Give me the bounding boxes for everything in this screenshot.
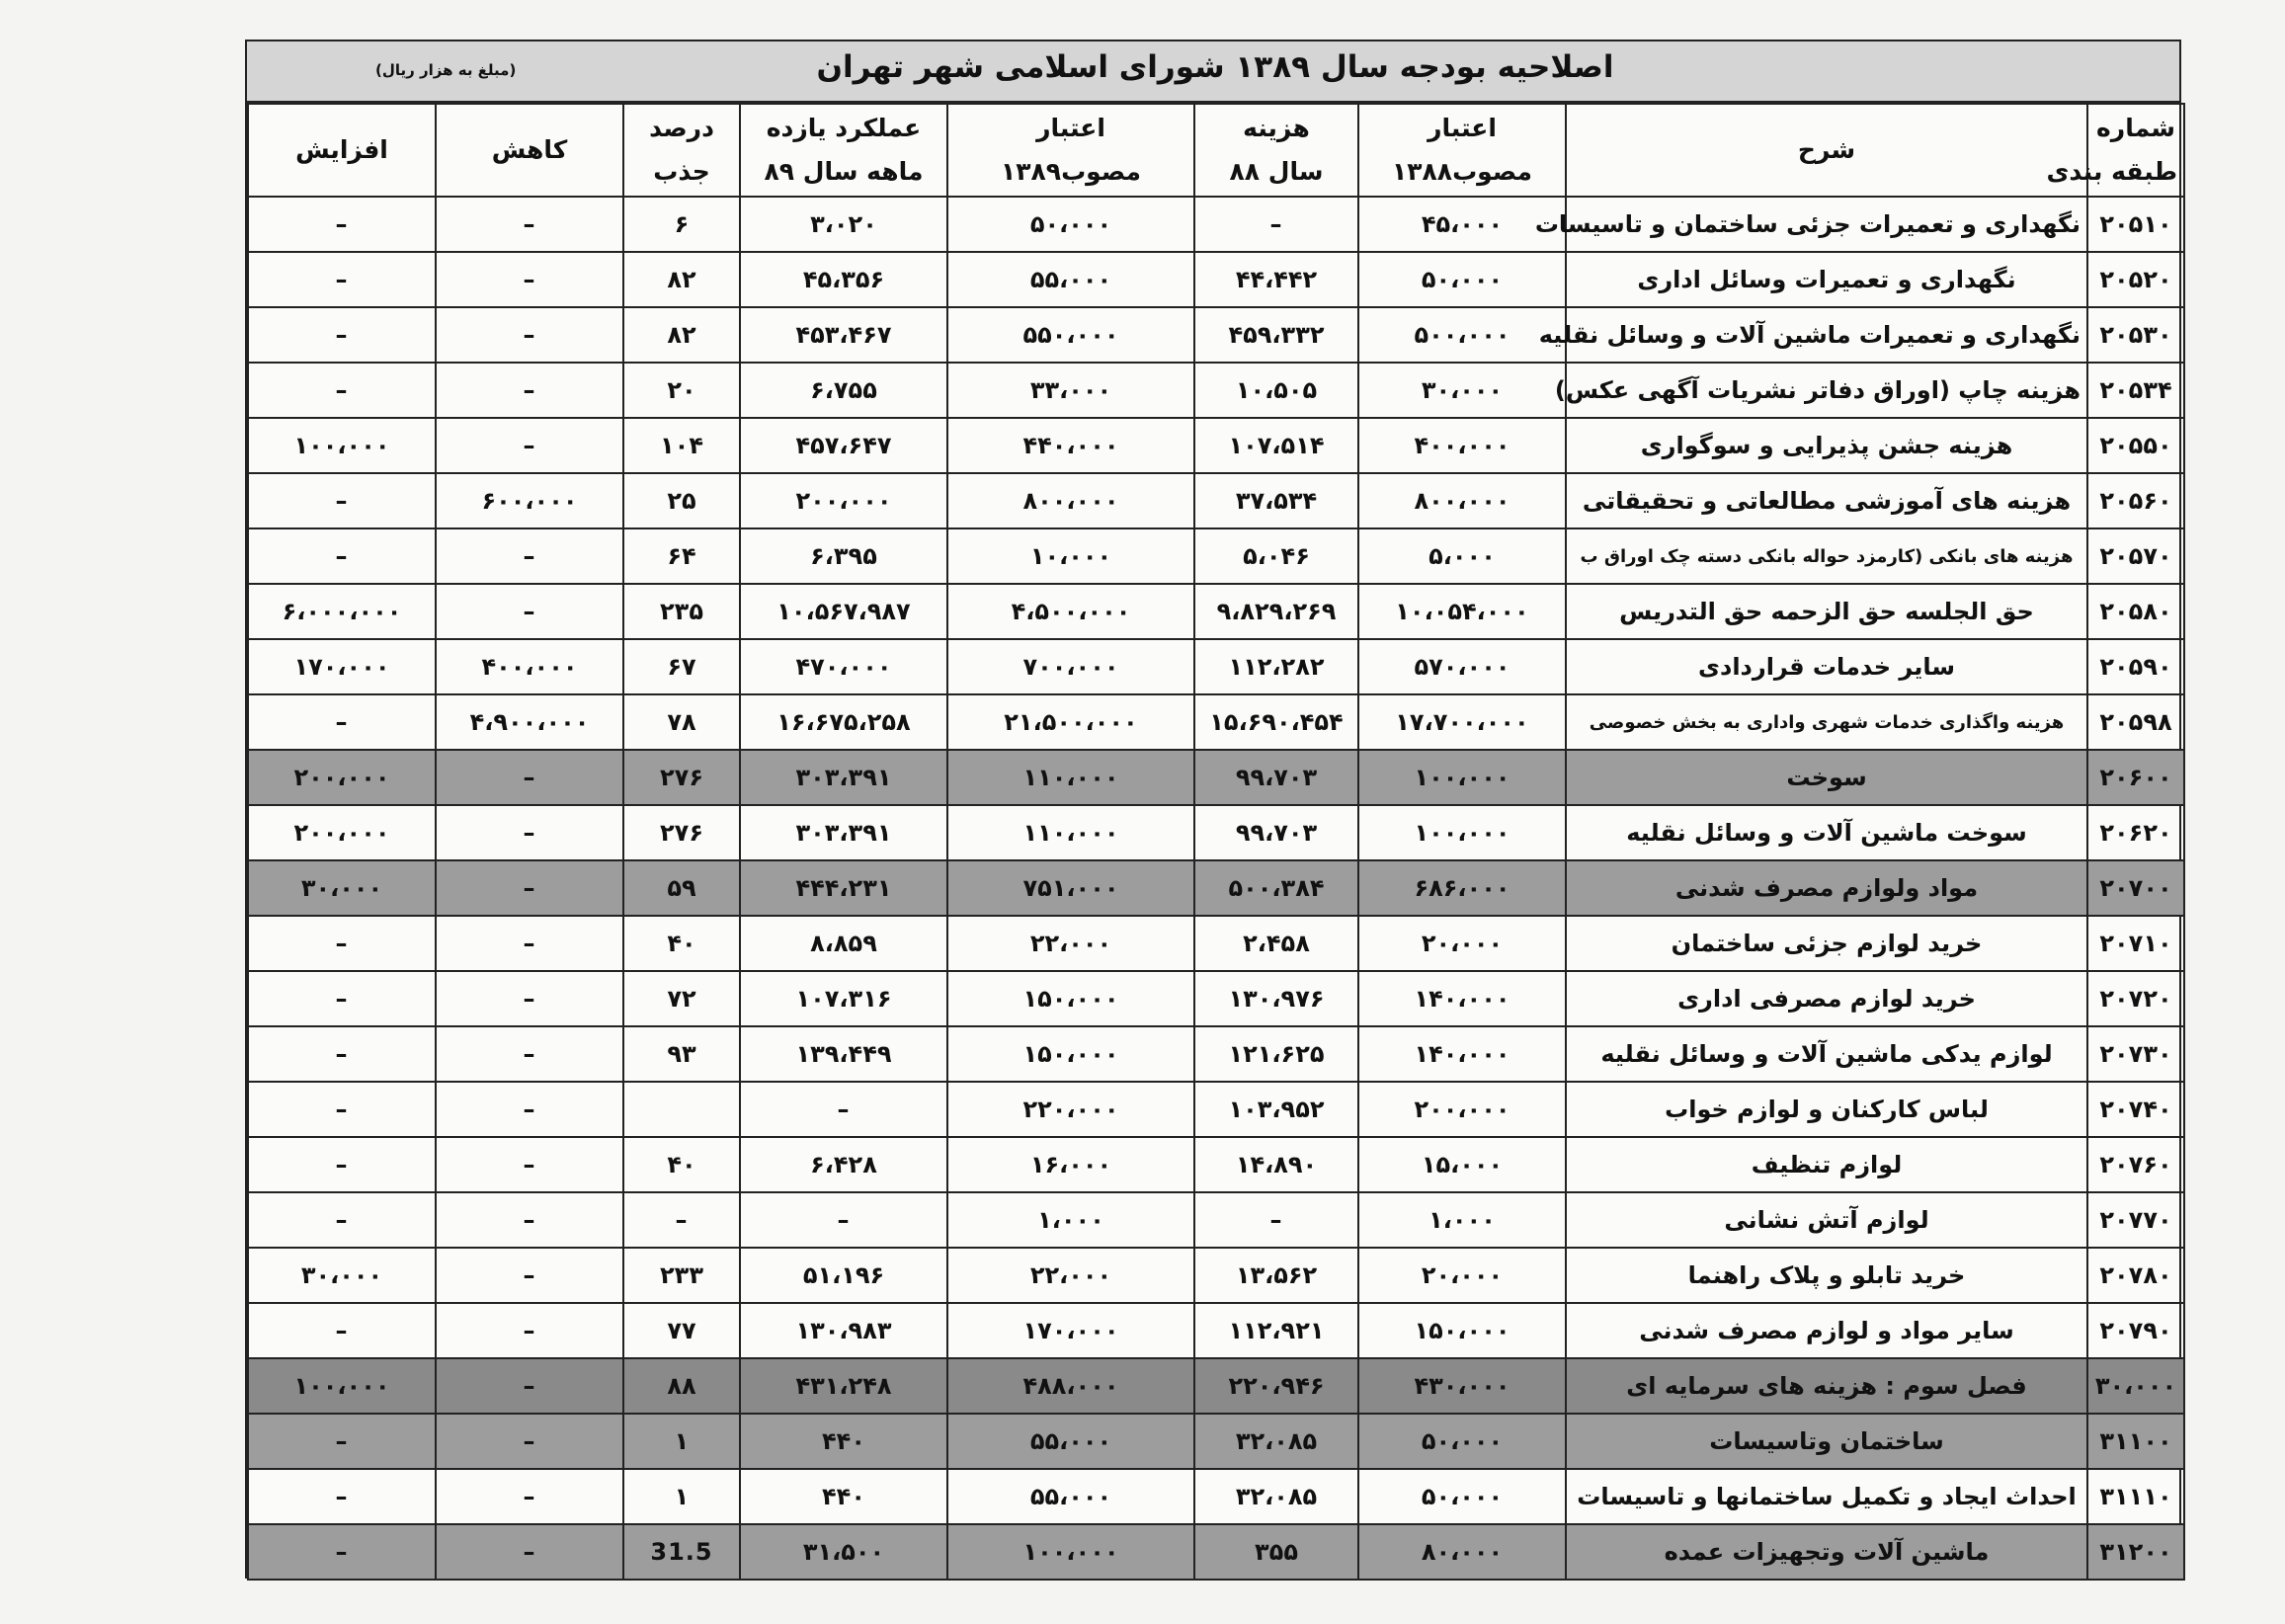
header-perf89: عملکرد یازده ماهه سال ۸۹ <box>740 104 947 197</box>
cell-decrease: ۴،۹۰۰،۰۰۰ <box>436 694 623 750</box>
cell-approved89: ۴۸۸،۰۰۰ <box>947 1358 1194 1414</box>
cell-code: ۳۱۲۰۰ <box>2087 1524 2184 1580</box>
cell-absorb: ۷۲ <box>623 971 740 1026</box>
table-row <box>248 1192 2184 1248</box>
cell-code: ۲۰۵۸۰ <box>2087 584 2184 639</box>
cell-desc: ساختمان وتاسیسات <box>1566 1414 2087 1469</box>
cell-increase: ۲۰۰،۰۰۰ <box>248 805 436 860</box>
cell-perf89: ۴۷۰،۰۰۰ <box>740 639 947 694</box>
cell-approved88: ۱،۰۰۰ <box>1358 1192 1566 1248</box>
cell-perf89: – <box>740 1192 947 1248</box>
header-desc: شرح <box>1566 104 2087 197</box>
cell-desc: مواد ولوازم مصرف شدنی <box>1566 860 2087 916</box>
cell-code: ۲۰۷۱۰ <box>2087 916 2184 971</box>
cell-absorb: ۲۰ <box>623 363 740 418</box>
cell-desc: سوخت <box>1566 750 2087 805</box>
cell-approved88: ۴۰۰،۰۰۰ <box>1358 418 1566 473</box>
cell-perf89: ۴۵،۳۵۶ <box>740 252 947 307</box>
cell-decrease: – <box>436 805 623 860</box>
cell-approved89: ۵۵۰،۰۰۰ <box>947 307 1194 363</box>
cell-decrease: – <box>436 1524 623 1580</box>
cell-perf89: ۶،۷۵۵ <box>740 363 947 418</box>
budget-sheet <box>245 40 2181 1579</box>
cell-approved88: ۴۵،۰۰۰ <box>1358 197 1566 252</box>
header-code: شماره طبقه بندی <box>2087 104 2184 197</box>
cell-perf89: ۱۳۰،۹۸۳ <box>740 1303 947 1358</box>
cell-perf89: ۱۶،۶۷۵،۲۵۸ <box>740 694 947 750</box>
cell-perf89: ۴۴۰ <box>740 1414 947 1469</box>
cell-cost88: – <box>1194 1192 1358 1248</box>
cell-decrease: – <box>436 363 623 418</box>
cell-increase: – <box>248 1524 436 1580</box>
cell-cost88: ۳۵۵ <box>1194 1524 1358 1580</box>
cell-perf89: ۳۱،۵۰۰ <box>740 1524 947 1580</box>
cell-code: ۲۰۷۴۰ <box>2087 1082 2184 1137</box>
cell-decrease: – <box>436 1414 623 1469</box>
cell-approved88: ۱۴۰،۰۰۰ <box>1358 971 1566 1026</box>
cell-cost88: ۲۲۰،۹۴۶ <box>1194 1358 1358 1414</box>
cell-absorb: ۲۷۶ <box>623 805 740 860</box>
cell-perf89: – <box>740 1082 947 1137</box>
cell-perf89: ۴۴۰ <box>740 1469 947 1524</box>
cell-decrease: – <box>436 750 623 805</box>
cell-increase: – <box>248 1192 436 1248</box>
cell-approved89: ۴،۵۰۰،۰۰۰ <box>947 584 1194 639</box>
cell-cost88: ۴۵۹،۳۳۲ <box>1194 307 1358 363</box>
cell-increase: – <box>248 1414 436 1469</box>
cell-cost88: ۵،۰۴۶ <box>1194 528 1358 584</box>
cell-absorb: ۴۰ <box>623 1137 740 1192</box>
table-row <box>248 860 2184 916</box>
cell-desc: لوازم یدکی ماشین آلات و وسائل نقلیه <box>1566 1026 2087 1082</box>
cell-increase: – <box>248 528 436 584</box>
cell-code: ۲۰۵۷۰ <box>2087 528 2184 584</box>
cell-code: ۲۰۷۷۰ <box>2087 1192 2184 1248</box>
cell-code: ۲۰۵۳۰ <box>2087 307 2184 363</box>
cell-approved88: ۵۰۰،۰۰۰ <box>1358 307 1566 363</box>
cell-approved88: ۸۰،۰۰۰ <box>1358 1524 1566 1580</box>
cell-cost88: ۱۵،۶۹۰،۴۵۴ <box>1194 694 1358 750</box>
cell-code: ۲۰۷۹۰ <box>2087 1303 2184 1358</box>
cell-desc: هزینه جشن پذیرایی و سوگواری <box>1566 418 2087 473</box>
cell-code: ۲۰۶۲۰ <box>2087 805 2184 860</box>
cell-increase: – <box>248 1303 436 1358</box>
cell-increase: ۱۰۰،۰۰۰ <box>248 418 436 473</box>
cell-approved89: ۲۱،۵۰۰،۰۰۰ <box>947 694 1194 750</box>
table-row <box>248 197 2184 252</box>
cell-code: ۲۰۵۲۰ <box>2087 252 2184 307</box>
cell-absorb: ۷۸ <box>623 694 740 750</box>
cell-increase: – <box>248 1137 436 1192</box>
cell-increase: ۲۰۰،۰۰۰ <box>248 750 436 805</box>
cell-increase: – <box>248 197 436 252</box>
cell-code: ۲۰۷۳۰ <box>2087 1026 2184 1082</box>
cell-decrease: – <box>436 418 623 473</box>
cell-approved88: ۲۰۰،۰۰۰ <box>1358 1082 1566 1137</box>
cell-approved88: ۱۰۰،۰۰۰ <box>1358 805 1566 860</box>
cell-absorb: ۸۸ <box>623 1358 740 1414</box>
cell-cost88: ۳۲،۰۸۵ <box>1194 1469 1358 1524</box>
cell-approved89: ۱۵۰،۰۰۰ <box>947 971 1194 1026</box>
table-row <box>248 1414 2184 1469</box>
cell-approved89: ۱۰۰،۰۰۰ <box>947 1524 1194 1580</box>
cell-approved89: ۷۵۱،۰۰۰ <box>947 860 1194 916</box>
cell-increase: – <box>248 1026 436 1082</box>
cell-decrease: – <box>436 584 623 639</box>
cell-approved88: ۸۰۰،۰۰۰ <box>1358 473 1566 528</box>
cell-cost88: ۱۳۰،۹۷۶ <box>1194 971 1358 1026</box>
cell-desc: ماشین آلات وتجهیزات عمده <box>1566 1524 2087 1580</box>
cell-decrease: – <box>436 1303 623 1358</box>
cell-code: ۲۰۵۱۰ <box>2087 197 2184 252</box>
cell-code: ۲۰۵۹۰ <box>2087 639 2184 694</box>
cell-decrease: – <box>436 1248 623 1303</box>
cell-desc: هزینه چاپ (اوراق دفاتر نشریات آگهی عکس) <box>1566 363 2087 418</box>
cell-absorb: ۸۲ <box>623 252 740 307</box>
table-row <box>248 916 2184 971</box>
cell-perf89: ۴۳۱،۲۴۸ <box>740 1358 947 1414</box>
page-title: اصلاحیه بودجه سال ۱۳۸۹ شورای اسلامی شهر تهران <box>816 49 1614 85</box>
table-row <box>248 1358 2184 1414</box>
cell-approved89: ۵۵،۰۰۰ <box>947 252 1194 307</box>
cell-approved89: ۲۲۰،۰۰۰ <box>947 1082 1194 1137</box>
cell-decrease: – <box>436 860 623 916</box>
cell-decrease: – <box>436 1469 623 1524</box>
cell-absorb: ۲۳۳ <box>623 1248 740 1303</box>
cell-increase: – <box>248 694 436 750</box>
table-row <box>248 805 2184 860</box>
table-row <box>248 639 2184 694</box>
cell-code: ۳۱۱۰۰ <box>2087 1414 2184 1469</box>
cell-decrease: – <box>436 197 623 252</box>
cell-absorb: ۶۷ <box>623 639 740 694</box>
cell-absorb: ۱ <box>623 1469 740 1524</box>
table-row <box>248 418 2184 473</box>
cell-desc: خرید تابلو و پلاک راهنما <box>1566 1248 2087 1303</box>
cell-perf89: ۲۰۰،۰۰۰ <box>740 473 947 528</box>
cell-increase: – <box>248 252 436 307</box>
cell-code: ۲۰۷۰۰ <box>2087 860 2184 916</box>
table-row <box>248 750 2184 805</box>
cell-approved88: ۱۵،۰۰۰ <box>1358 1137 1566 1192</box>
cell-approved89: ۴۴۰،۰۰۰ <box>947 418 1194 473</box>
table-row <box>248 971 2184 1026</box>
cell-decrease: – <box>436 307 623 363</box>
table-row <box>248 307 2184 363</box>
cell-absorb: – <box>623 1192 740 1248</box>
cell-desc: لوازم تنظیف <box>1566 1137 2087 1192</box>
cell-decrease: ۶۰۰،۰۰۰ <box>436 473 623 528</box>
cell-approved89: ۱۱۰،۰۰۰ <box>947 750 1194 805</box>
header-increase: افزایش <box>248 104 436 197</box>
cell-approved88: ۱۴۰،۰۰۰ <box>1358 1026 1566 1082</box>
cell-desc: لوازم آتش نشانی <box>1566 1192 2087 1248</box>
cell-perf89: ۴۴۴،۲۳۱ <box>740 860 947 916</box>
cell-absorb <box>623 1082 740 1137</box>
cell-cost88: ۵۰۰،۳۸۴ <box>1194 860 1358 916</box>
table-row <box>248 363 2184 418</box>
cell-approved88: ۵۰،۰۰۰ <box>1358 252 1566 307</box>
header-approved89: اعتبار مصوب۱۳۸۹ <box>947 104 1194 197</box>
cell-cost88: ۲،۴۵۸ <box>1194 916 1358 971</box>
cell-code: ۳۱۱۱۰ <box>2087 1469 2184 1524</box>
table-row <box>248 1469 2184 1524</box>
cell-perf89: ۶،۴۲۸ <box>740 1137 947 1192</box>
cell-approved88: ۵،۰۰۰ <box>1358 528 1566 584</box>
cell-approved88: ۴۳۰،۰۰۰ <box>1358 1358 1566 1414</box>
cell-perf89: ۳۰۳،۳۹۱ <box>740 805 947 860</box>
cell-desc: هزینه های بانکی (کارمزد حواله بانکی دسته چک اوراق ب <box>1566 528 2087 584</box>
cell-decrease: – <box>436 916 623 971</box>
cell-cost88: ۹۹،۷۰۳ <box>1194 750 1358 805</box>
cell-cost88: ۱۳،۵۶۲ <box>1194 1248 1358 1303</box>
cell-approved88: ۶۸۶،۰۰۰ <box>1358 860 1566 916</box>
cell-approved89: ۳۳،۰۰۰ <box>947 363 1194 418</box>
cell-absorb: ۹۳ <box>623 1026 740 1082</box>
cell-cost88: ۱۱۲،۹۲۱ <box>1194 1303 1358 1358</box>
cell-perf89: ۳۰۳،۳۹۱ <box>740 750 947 805</box>
cell-perf89: ۴۵۷،۶۴۷ <box>740 418 947 473</box>
cell-decrease: – <box>436 971 623 1026</box>
cell-decrease: ۴۰۰،۰۰۰ <box>436 639 623 694</box>
table-header-row <box>248 104 2184 197</box>
cell-perf89: ۱۰۷،۳۱۶ <box>740 971 947 1026</box>
cell-absorb: ۵۹ <box>623 860 740 916</box>
cell-perf89: ۴۵۳،۴۶۷ <box>740 307 947 363</box>
cell-increase: – <box>248 473 436 528</box>
cell-absorb: ۲۷۶ <box>623 750 740 805</box>
cell-cost88: ۴۴،۴۴۲ <box>1194 252 1358 307</box>
cell-approved89: ۵۵،۰۰۰ <box>947 1469 1194 1524</box>
table-row <box>248 1026 2184 1082</box>
cell-code: ۲۰۶۰۰ <box>2087 750 2184 805</box>
cell-decrease: – <box>436 1026 623 1082</box>
cell-perf89: ۱۳۹،۴۴۹ <box>740 1026 947 1082</box>
table-row <box>248 1303 2184 1358</box>
cell-absorb: ۲۳۵ <box>623 584 740 639</box>
title-bar <box>247 41 2179 103</box>
cell-approved89: ۵۵،۰۰۰ <box>947 1414 1194 1469</box>
cell-approved89: ۱۵۰،۰۰۰ <box>947 1026 1194 1082</box>
cell-approved89: ۱۱۰،۰۰۰ <box>947 805 1194 860</box>
cell-approved89: ۱،۰۰۰ <box>947 1192 1194 1248</box>
cell-cost88: ۳۲،۰۸۵ <box>1194 1414 1358 1469</box>
cell-desc: هزینه واگذاری خدمات شهری وادارى به بخش خصوصی <box>1566 694 2087 750</box>
cell-desc: خرید لوازم جزئی ساختمان <box>1566 916 2087 971</box>
cell-increase: – <box>248 1469 436 1524</box>
cell-approved89: ۱۰،۰۰۰ <box>947 528 1194 584</box>
cell-absorb: ۷۷ <box>623 1303 740 1358</box>
cell-approved88: ۵۰،۰۰۰ <box>1358 1469 1566 1524</box>
unit-note: (مبلغ به هزار ریال) <box>375 61 517 79</box>
cell-absorb: ۴۰ <box>623 916 740 971</box>
cell-decrease: – <box>436 1082 623 1137</box>
cell-desc: احداث ایجاد و تکمیل ساختمانها و تاسیسات <box>1566 1469 2087 1524</box>
cell-cost88: ۱۲۱،۶۲۵ <box>1194 1026 1358 1082</box>
cell-approved88: ۱۷،۷۰۰،۰۰۰ <box>1358 694 1566 750</box>
cell-approved88: ۵۷۰،۰۰۰ <box>1358 639 1566 694</box>
cell-increase: ۶،۰۰۰،۰۰۰ <box>248 584 436 639</box>
cell-perf89: ۸،۸۵۹ <box>740 916 947 971</box>
cell-cost88: ۹۹،۷۰۳ <box>1194 805 1358 860</box>
cell-desc: سوخت ماشین آلات و وسائل نقلیه <box>1566 805 2087 860</box>
cell-cost88: ۱۰۳،۹۵۲ <box>1194 1082 1358 1137</box>
cell-approved89: ۲۲،۰۰۰ <box>947 916 1194 971</box>
table-row <box>248 252 2184 307</box>
cell-approved88: ۵۰،۰۰۰ <box>1358 1414 1566 1469</box>
table-row <box>248 584 2184 639</box>
cell-desc: فصل سوم : هزینه های سرمایه ای <box>1566 1358 2087 1414</box>
table-row <box>248 1082 2184 1137</box>
cell-approved89: ۱۶،۰۰۰ <box>947 1137 1194 1192</box>
cell-perf89: ۳،۰۲۰ <box>740 197 947 252</box>
cell-approved89: ۱۷۰،۰۰۰ <box>947 1303 1194 1358</box>
cell-approved88: ۱۵۰،۰۰۰ <box>1358 1303 1566 1358</box>
cell-desc: سایر مواد و لوازم مصرف شدنی <box>1566 1303 2087 1358</box>
cell-cost88: ۱۴،۸۹۰ <box>1194 1137 1358 1192</box>
cell-code: ۲۰۵۶۰ <box>2087 473 2184 528</box>
header-absorb: درصد جذب <box>623 104 740 197</box>
budget-table <box>247 103 2185 1581</box>
cell-code: ۲۰۷۶۰ <box>2087 1137 2184 1192</box>
cell-increase: – <box>248 1082 436 1137</box>
cell-cost88: – <box>1194 197 1358 252</box>
cell-perf89: ۶،۳۹۵ <box>740 528 947 584</box>
cell-absorb: ۲۵ <box>623 473 740 528</box>
cell-code: ۲۰۷۲۰ <box>2087 971 2184 1026</box>
cell-desc: نگهداری و تعمیرات وسائل اداری <box>1566 252 2087 307</box>
cell-approved89: ۸۰۰،۰۰۰ <box>947 473 1194 528</box>
cell-decrease: – <box>436 1192 623 1248</box>
cell-absorb: ۶۴ <box>623 528 740 584</box>
cell-absorb: 31.5 <box>623 1524 740 1580</box>
header-approved88: اعتبار مصوب۱۳۸۸ <box>1358 104 1566 197</box>
cell-desc: خرید لوازم مصرفی اداری <box>1566 971 2087 1026</box>
cell-desc: نگهداری و تعمیرات ماشین آلات و وسائل نقلیه <box>1566 307 2087 363</box>
cell-decrease: – <box>436 1137 623 1192</box>
cell-code: ۲۰۷۸۰ <box>2087 1248 2184 1303</box>
cell-desc: حق الجلسه حق الزحمه حق التدریس <box>1566 584 2087 639</box>
header-decrease: کاهش <box>436 104 623 197</box>
cell-perf89: ۵۱،۱۹۶ <box>740 1248 947 1303</box>
cell-absorb: ۶ <box>623 197 740 252</box>
cell-approved88: ۳۰،۰۰۰ <box>1358 363 1566 418</box>
cell-cost88: ۳۷،۵۳۴ <box>1194 473 1358 528</box>
cell-decrease: – <box>436 252 623 307</box>
cell-code: ۳۰،۰۰۰ <box>2087 1358 2184 1414</box>
table-body <box>248 197 2184 1580</box>
cell-absorb: ۱۰۴ <box>623 418 740 473</box>
cell-increase: – <box>248 363 436 418</box>
table-row <box>248 473 2184 528</box>
cell-approved88: ۲۰،۰۰۰ <box>1358 1248 1566 1303</box>
table-row <box>248 694 2184 750</box>
cell-approved89: ۷۰۰،۰۰۰ <box>947 639 1194 694</box>
cell-absorb: ۸۲ <box>623 307 740 363</box>
cell-perf89: ۱۰،۵۶۷،۹۸۷ <box>740 584 947 639</box>
cell-code: ۲۰۵۵۰ <box>2087 418 2184 473</box>
table-row <box>248 1524 2184 1580</box>
cell-cost88: ۱۱۲،۲۸۲ <box>1194 639 1358 694</box>
cell-increase: ۱۰۰،۰۰۰ <box>248 1358 436 1414</box>
table-row <box>248 1248 2184 1303</box>
cell-code: ۲۰۵۳۴ <box>2087 363 2184 418</box>
cell-approved89: ۵۰،۰۰۰ <box>947 197 1194 252</box>
cell-desc: نگهداری و تعمیرات جزئی ساختمان و تاسیسات <box>1566 197 2087 252</box>
table-row <box>248 1137 2184 1192</box>
cell-increase: – <box>248 971 436 1026</box>
cell-approved89: ۲۲،۰۰۰ <box>947 1248 1194 1303</box>
cell-decrease: – <box>436 1358 623 1414</box>
cell-cost88: ۹،۸۲۹،۲۶۹ <box>1194 584 1358 639</box>
cell-increase: – <box>248 307 436 363</box>
cell-increase: – <box>248 916 436 971</box>
cell-decrease: – <box>436 528 623 584</box>
cell-desc: هزینه های آموزشی مطالعاتی و تحقیقاتی <box>1566 473 2087 528</box>
table-row <box>248 528 2184 584</box>
cell-cost88: ۱۰،۵۰۵ <box>1194 363 1358 418</box>
cell-increase: ۱۷۰،۰۰۰ <box>248 639 436 694</box>
cell-cost88: ۱۰۷،۵۱۴ <box>1194 418 1358 473</box>
cell-increase: ۳۰،۰۰۰ <box>248 860 436 916</box>
cell-desc: سایر خدمات قراردادی <box>1566 639 2087 694</box>
cell-code: ۲۰۵۹۸ <box>2087 694 2184 750</box>
cell-increase: ۳۰،۰۰۰ <box>248 1248 436 1303</box>
cell-desc: لباس کارکنان و لوازم خواب <box>1566 1082 2087 1137</box>
header-cost88: هزینه سال ۸۸ <box>1194 104 1358 197</box>
cell-absorb: ۱ <box>623 1414 740 1469</box>
cell-approved88: ۱۰،۰۵۴،۰۰۰ <box>1358 584 1566 639</box>
cell-approved88: ۱۰۰،۰۰۰ <box>1358 750 1566 805</box>
cell-approved88: ۲۰،۰۰۰ <box>1358 916 1566 971</box>
